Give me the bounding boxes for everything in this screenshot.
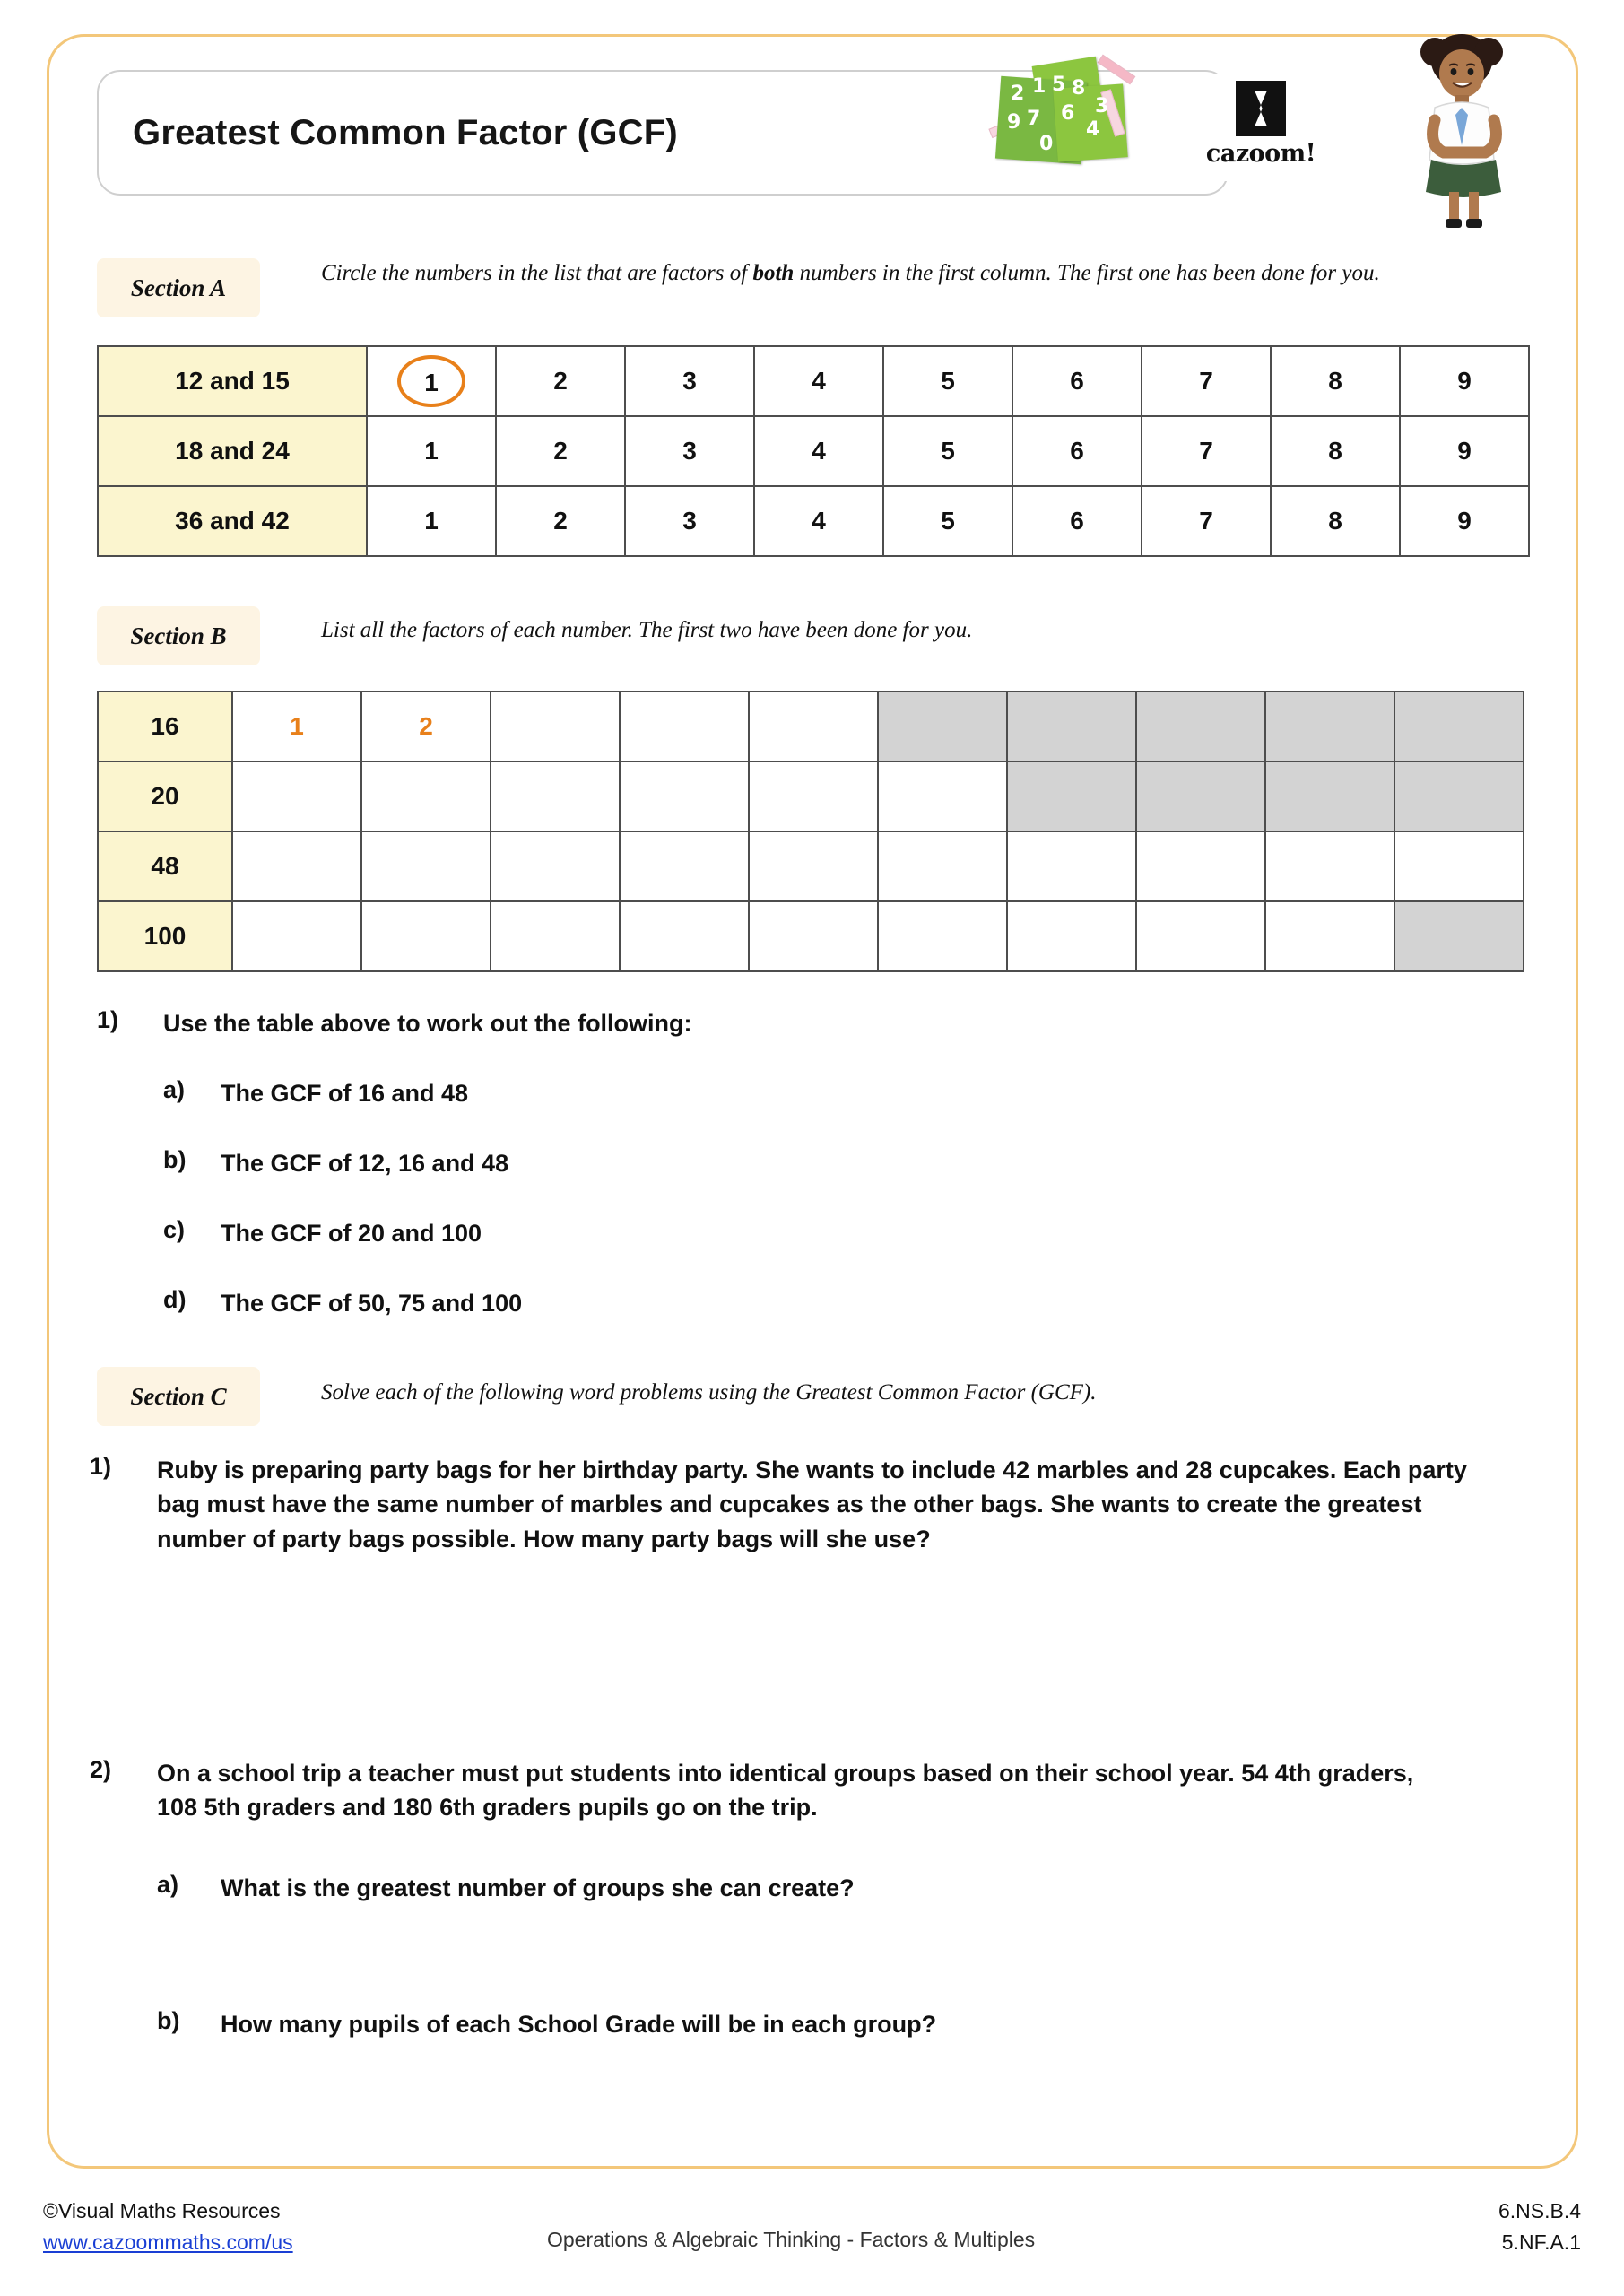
factor-answer-cell[interactable] <box>1265 901 1394 971</box>
factor-cell[interactable]: 3 <box>625 486 754 556</box>
factor-cell[interactable]: 6 <box>1012 346 1142 416</box>
question-part-text: The GCF of 12, 16 and 48 <box>221 1150 509 1177</box>
factor-answer-cell[interactable] <box>491 831 620 901</box>
factor-cell[interactable]: 6 <box>1012 416 1142 486</box>
note-digit: 6 <box>1061 102 1075 125</box>
factor-answer-cell[interactable]: 2 <box>361 691 491 761</box>
factor-answer-cell[interactable] <box>620 901 749 971</box>
cazoom-logo <box>1184 74 1338 181</box>
row-label: 18 and 24 <box>98 416 367 486</box>
question-text: Ruby is preparing party bags for her birthday party. She wants to include 42 marbles and 28 cupcakes. Each party bag must have the same number of marbles and cupcakes as the other bags. She wants to create the greatest number of party bags possible. How many party bags will she use? <box>157 1457 1467 1552</box>
factor-answer-cell[interactable] <box>361 831 491 901</box>
factor-answer-cell[interactable] <box>232 901 361 971</box>
note-digit: 8 <box>1072 77 1086 100</box>
factor-cell[interactable]: 1 <box>367 486 496 556</box>
factor-cell[interactable]: 2 <box>496 346 625 416</box>
factor-cell[interactable]: 5 <box>883 416 1012 486</box>
question-part-text: The GCF of 16 and 48 <box>221 1080 469 1107</box>
factor-cell[interactable]: 6 <box>1012 486 1142 556</box>
table-row <box>98 416 1529 486</box>
factor-answer-cell[interactable] <box>878 831 1007 901</box>
section-c-label: Section C <box>97 1367 260 1426</box>
question-part-letter: d) <box>163 1286 187 1313</box>
note-digit: 9 <box>1007 111 1021 134</box>
website-link[interactable]: www.cazoommaths.com/us <box>43 2230 293 2254</box>
row-label: 48 <box>98 831 232 901</box>
factor-answer-cell[interactable] <box>878 901 1007 971</box>
hourglass-icon <box>1236 81 1286 136</box>
table-row <box>98 691 1524 761</box>
question-part-text: How many pupils of each School Grade will be in each group? <box>221 2011 937 2038</box>
factor-answer-cell[interactable] <box>620 831 749 901</box>
row-label: 20 <box>98 761 232 831</box>
question-number: 2) <box>90 1756 112 1783</box>
row-label: 100 <box>98 901 232 971</box>
row-label: 12 and 15 <box>98 346 367 416</box>
blocked-cell <box>1394 691 1524 761</box>
factor-cell[interactable]: 8 <box>1271 416 1400 486</box>
blocked-cell <box>1007 761 1136 831</box>
factor-answer-cell[interactable] <box>491 691 620 761</box>
factor-cell[interactable]: 8 <box>1271 486 1400 556</box>
factor-cell[interactable]: 2 <box>496 486 625 556</box>
table-row <box>98 831 1524 901</box>
factor-answer-cell[interactable] <box>361 761 491 831</box>
question-text: On a school trip a teacher must put students into identical groups based on their school year. 54 4th graders, 108 5th graders and 180 6th graders pupils go on the trip. <box>157 1760 1414 1822</box>
table-row <box>98 901 1524 971</box>
question-part-text: The GCF of 50, 75 and 100 <box>221 1290 523 1317</box>
factor-answer-cell[interactable] <box>749 761 878 831</box>
question-number: 1) <box>97 1006 119 1033</box>
factor-answer-cell[interactable] <box>1007 901 1136 971</box>
section-a-label: Section A <box>97 258 260 317</box>
copyright-text: ©Visual Maths Resources <box>43 2199 281 2222</box>
factor-answer-cell[interactable] <box>232 761 361 831</box>
factor-cell[interactable]: 4 <box>754 416 883 486</box>
factor-answer-cell[interactable] <box>620 691 749 761</box>
blocked-cell <box>1394 761 1524 831</box>
factor-cell[interactable]: 2 <box>496 416 625 486</box>
blocked-cell <box>1265 761 1394 831</box>
note-digit: 4 <box>1086 118 1100 141</box>
logo-wordmark: cazoom! <box>1205 140 1316 168</box>
note-digit: 7 <box>1027 108 1041 130</box>
row-label: 36 and 42 <box>98 486 367 556</box>
factor-cell[interactable]: 9 <box>1400 486 1529 556</box>
table-row <box>98 486 1529 556</box>
note-digit: 1 <box>1032 75 1046 98</box>
blocked-cell <box>878 691 1007 761</box>
question-part-text: The GCF of 20 and 100 <box>221 1220 482 1247</box>
pencil-icon <box>1098 55 1136 85</box>
note-digit: 2 <box>1011 83 1025 105</box>
section-c-instruction: Solve each of the following word problems using the Greatest Common Factor (GCF). <box>321 1380 1097 1405</box>
factor-cell[interactable]: 5 <box>883 346 1012 416</box>
section-a-instruction: Circle the numbers in the list that are factors of both numbers in the first column. The first one has been done for you. <box>321 261 1380 285</box>
factor-cell[interactable]: 7 <box>1142 486 1271 556</box>
question-part-letter: b) <box>157 2007 180 2034</box>
question-part-text: What is the greatest number of groups she can create? <box>221 1874 855 1901</box>
footer-right <box>1498 2196 1581 2257</box>
factor-cell[interactable]: 3 <box>625 346 754 416</box>
standard-code-2: 5.NF.A.1 <box>1501 2230 1581 2254</box>
question-part-letter: a) <box>157 1871 179 1898</box>
factor-cell[interactable]: 5 <box>883 486 1012 556</box>
factor-answer-cell[interactable] <box>1265 831 1394 901</box>
standard-code-1: 6.NS.B.4 <box>1498 2199 1581 2222</box>
section-b-table <box>97 691 1524 972</box>
student-illustration <box>1399 27 1524 233</box>
blocked-cell <box>1007 691 1136 761</box>
table-row <box>98 346 1529 416</box>
section-b-instruction: List all the factors of each number. The first two have been done for you. <box>321 618 973 642</box>
factor-cell[interactable] <box>367 346 496 416</box>
sticky-notes-decoration <box>989 56 1151 181</box>
factor-cell[interactable]: 4 <box>754 346 883 416</box>
section-b-label: Section B <box>97 606 260 665</box>
factor-cell[interactable]: 9 <box>1400 346 1529 416</box>
factor-answer-cell[interactable] <box>361 901 491 971</box>
factor-answer-cell[interactable] <box>1007 831 1136 901</box>
factor-answer-cell[interactable] <box>491 901 620 971</box>
factor-answer-cell[interactable] <box>491 761 620 831</box>
factor-answer-cell[interactable] <box>1136 831 1265 901</box>
question-stem: Use the table above to work out the following: <box>163 1010 692 1037</box>
factor-answer-cell[interactable] <box>749 691 878 761</box>
blocked-cell <box>1136 691 1265 761</box>
factor-answer-cell[interactable] <box>1136 901 1265 971</box>
factor-answer-cell[interactable] <box>878 761 1007 831</box>
note-digit: 0 <box>1039 133 1054 155</box>
question-part-letter: a) <box>163 1076 186 1103</box>
factor-cell[interactable]: 7 <box>1142 416 1271 486</box>
table-row <box>98 761 1524 831</box>
factor-cell[interactable]: 7 <box>1142 346 1271 416</box>
factor-cell[interactable]: 8 <box>1271 346 1400 416</box>
footer-left <box>43 2196 293 2257</box>
factor-answer-cell[interactable] <box>1394 831 1524 901</box>
factor-cell[interactable]: 9 <box>1400 416 1529 486</box>
factor-answer-cell[interactable] <box>749 901 878 971</box>
section-a-table <box>97 345 1530 557</box>
factor-answer-cell[interactable]: 1 <box>232 691 361 761</box>
blocked-cell <box>1394 901 1524 971</box>
factor-answer-cell[interactable] <box>232 831 361 901</box>
circled-answer: 1 <box>397 355 465 407</box>
blocked-cell <box>1265 691 1394 761</box>
note-digit: 5 <box>1052 74 1066 96</box>
question-part-letter: c) <box>163 1216 186 1243</box>
row-label: 16 <box>98 691 232 761</box>
factor-cell[interactable]: 4 <box>754 486 883 556</box>
factor-answer-cell[interactable] <box>620 761 749 831</box>
footer-topic: Operations & Algebraic Thinking - Factors & Multiples <box>547 2228 1036 2251</box>
question-number: 1) <box>90 1453 112 1480</box>
question-part-letter: b) <box>163 1146 187 1173</box>
factor-answer-cell[interactable] <box>749 831 878 901</box>
page-title: Greatest Common Factor (GCF) <box>133 112 678 152</box>
factor-cell[interactable]: 3 <box>625 416 754 486</box>
blocked-cell <box>1136 761 1265 831</box>
factor-cell[interactable]: 1 <box>367 416 496 486</box>
note-digit: 3 <box>1095 95 1109 117</box>
